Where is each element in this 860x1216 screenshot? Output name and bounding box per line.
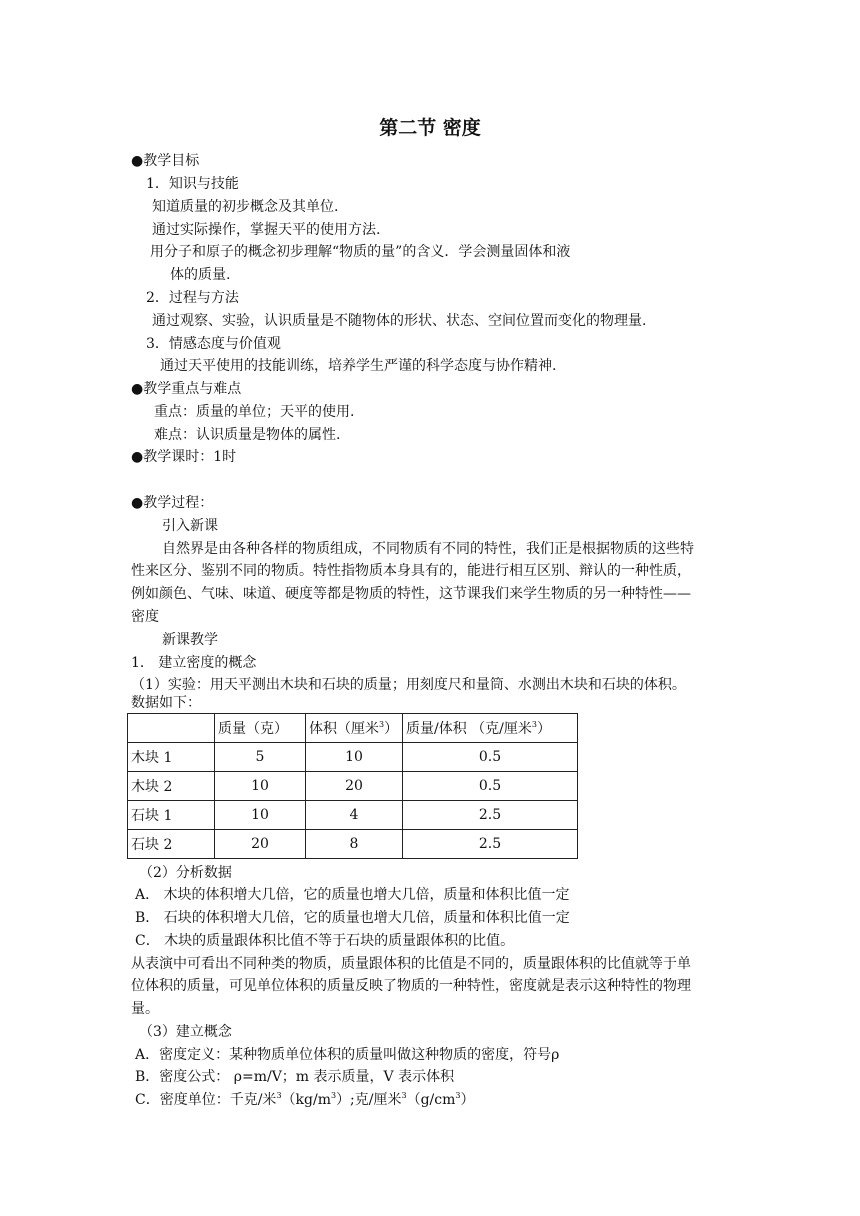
paragraph-line: 量。 [131, 1001, 159, 1017]
table-cell: 10 [215, 801, 306, 830]
subheading-build-concept: （3）建立概念 [139, 1024, 232, 1040]
superscript: 3 [330, 1091, 337, 1100]
subheading-new-lesson: 新课教学 [162, 632, 218, 648]
text-line: 通过实际操作，掌握天平的使用方法. [152, 222, 381, 238]
table-cell: 石块 2 [128, 830, 215, 859]
section-heading-objectives: ●教学目标 [131, 153, 200, 169]
table-cell: 20 [215, 830, 306, 859]
experiment-line: （1）实验：用天平测出木块和石块的质量；用刻度尺和量筒、水测出木块和石块的体积。 [131, 677, 686, 693]
table-header-row [128, 714, 578, 743]
table-cell: 0.5 [403, 743, 578, 772]
paragraph-line: 性来区分、鉴别不同的物质。特性指物质本身具有的，能进行相互区别、辩认的一种性质， [131, 563, 691, 579]
superscript: 3 [276, 1091, 282, 1100]
text-segment: ）;克/厘米 [336, 1092, 402, 1108]
table-row [128, 743, 578, 772]
subheading-attitudes-values: 3．情感态度与价值观 [146, 336, 281, 352]
text-segment: ） [460, 1092, 475, 1108]
text-line: 难点：认识质量是物体的属性. [154, 427, 341, 443]
table-header-cell [128, 714, 215, 743]
analysis-item-b: B． 石块的体积增大几倍，它的质量也增大几倍，质量和体积比值一定 [135, 910, 570, 926]
data-intro: 数据如下： [131, 695, 201, 711]
header-text-tail: ） [536, 721, 551, 737]
density-units [135, 1091, 474, 1109]
table-cell: 2.5 [403, 801, 578, 830]
density-formula: B．密度公式： ρ=m/V；m 表示质量，V 表示体积 [135, 1069, 455, 1085]
paragraph-line: 从表演中可看出不同种类的物质，质量跟体积的比值是不同的，质量跟体积的比值就等于单 [131, 956, 691, 972]
text-segment: （g/cm [406, 1092, 456, 1108]
paragraph-line: 自然界是由各种各样的物质组成，不同物质有不同的特性，我们正是根据物质的这些特 [162, 541, 694, 557]
subheading-process-methods: 2．过程与方法 [146, 290, 239, 306]
table-cell: 木块 1 [128, 743, 215, 772]
subheading-analysis: （2）分析数据 [139, 865, 232, 881]
page-title: 第二节 密度 [379, 117, 481, 139]
table-cell: 木块 2 [128, 772, 215, 801]
table-cell: 4 [306, 801, 403, 830]
experiment-data-table [127, 713, 578, 859]
section-heading-key-points: ●教学重点与难点 [131, 381, 242, 397]
subheading-intro: 引入新课 [162, 518, 218, 534]
section-heading-class-hours: ●教学课时：1时 [131, 449, 237, 465]
table-row [128, 801, 578, 830]
header-text: 质量（克） [218, 721, 288, 737]
table-cell: 20 [306, 772, 403, 801]
analysis-item-a: A． 木块的体积增大几倍，它的质量也增大几倍，质量和体积比值一定 [135, 887, 570, 903]
text-line: 体的质量. [170, 267, 231, 283]
text-line: 通过天平使用的技能训练，培养学生严谨的科学态度与协作精神. [160, 358, 557, 374]
superscript: 3 [531, 720, 537, 729]
table-cell: 2.5 [403, 830, 578, 859]
table-cell: 10 [306, 743, 403, 772]
analysis-item-c: C． 木块的质量跟体积比值不等于石块的质量跟体积的比值。 [135, 933, 515, 949]
table-header-ratio [403, 714, 578, 743]
table-cell: 5 [215, 743, 306, 772]
paragraph-line: 密度 [131, 609, 159, 625]
superscript: 3 [401, 1091, 407, 1100]
text-line: 用分子和原子的概念初步理解“物质的量”的含义．学会测量固体和液 [150, 244, 571, 260]
table-cell: 10 [215, 772, 306, 801]
table-cell: 0.5 [403, 772, 578, 801]
table-header-volume [306, 714, 403, 743]
section-heading-process: ●教学过程： [131, 495, 214, 511]
text-line: 重点：质量的单位；天平的使用. [154, 404, 355, 420]
subheading-density-concept: 1． 建立密度的概念 [131, 655, 257, 671]
table-header-mass [215, 714, 306, 743]
density-definition: A．密度定义：某种物质单位体积的质量叫做这种物质的密度，符号ρ [135, 1047, 560, 1063]
superscript: 3 [455, 1091, 461, 1100]
paragraph-line: 例如颜色、气味、味道、硬度等都是物质的特性，这节课我们来学生物质的另一种特性—— [131, 586, 691, 602]
table-cell: 8 [306, 830, 403, 859]
paragraph-line: 位体积的质量，可见单位体积的质量反映了物质的一种特性，密度就是表示这种特性的物理 [131, 978, 691, 994]
table-row [128, 772, 578, 801]
header-text: 质量/体积 （克/厘米 [406, 721, 532, 737]
text-segment: C．密度单位：千克/米 [135, 1092, 277, 1108]
header-text: 体积（厘米 [309, 721, 379, 737]
subheading-knowledge-skills: 1．知识与技能 [146, 176, 239, 192]
superscript: 3 [379, 720, 385, 729]
table-cell: 石块 1 [128, 801, 215, 830]
header-text-tail: ） [384, 721, 399, 737]
text-segment: （kg/m [281, 1092, 331, 1108]
text-line: 知道质量的初步概念及其单位. [152, 199, 339, 215]
text-line: 通过观察、实验，认识质量是不随物体的形状、状态、空间位置而变化的物理量. [152, 313, 647, 329]
table-row [128, 830, 578, 859]
